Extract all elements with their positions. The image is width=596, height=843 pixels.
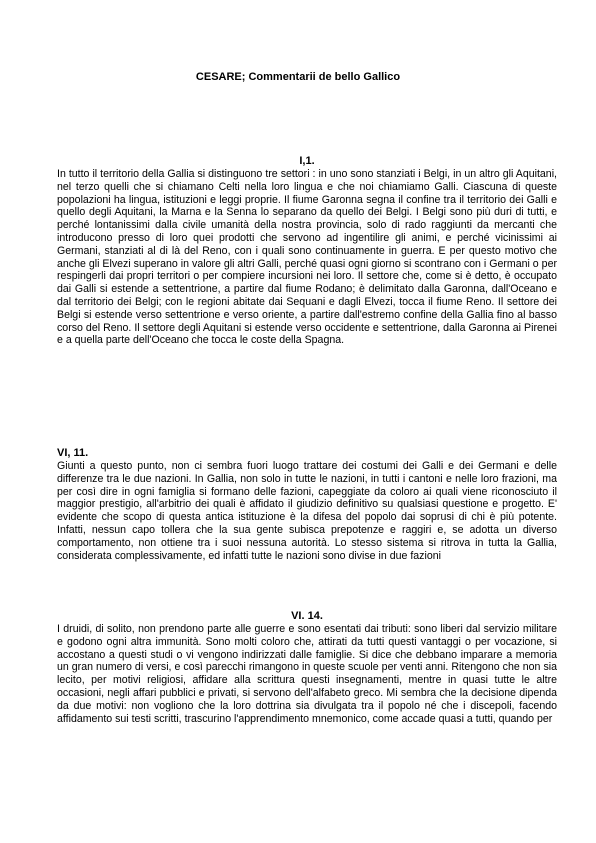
section-heading: I,1. <box>299 155 315 167</box>
section-vi-14 <box>57 609 557 725</box>
section-text: In tutto il territorio della Gallia si distinguono tre settori : in uno sono stanziati i Belgi, in un altro gli Aquitani, nel terzo quelli che si chiamano Celti nella loro lingua e che noi chiamiamo Galli. Ciascuna di queste popolazioni ha lingua, istituzioni e leggi proprie. Il fiume Garonna segna il confine tra il territorio dei Galli e quello degli Aquitani, la Marna e la Senna lo separano da quello dei Belgi. I Belgi sono più duri di tutti, e perché lontanissimi dalla civile umanità della nostra provincia, solo di rado raggiunti da mercanti che introducono presso di loro quei prodotti che servono ad ingentilire gli animi, e perché vicinissimi ai Germani, stanziati al di là del Reno, con i quali sono continuamente in guerra. E per questo motivo che anche gli Elvezi superano in valore gli altri Galli, perché quasi ogni giorno si scontrano con i Germani o per respingerli dai propri territori o per compiere incursioni nei loro. Il settore che, come si è detto, è occupato dai Galli si estende a settentrione, a partire dal fiume Rodano; è delimitato dalla Garonna, dall'Oceano e dal territorio dei Belgi; con le regioni abitate dai Sequani e dagli Elvezi, tocca il fiume Reno. Il settore dei Belgi si estende verso settentrione e verso oriente, a partire dall'estremo confine della Gallia fino al basso corso del Reno. Il settore degli Aquitani si estende verso occidente e settentrione, dalla Garonna ai Pirenei e a quella parte dell'Oceano che tocca le coste della Spagna. <box>57 168 557 347</box>
section-i-1 <box>57 154 557 347</box>
document-title: CESARE; Commentarii de bello Gallico <box>195 71 401 83</box>
section-heading: VI, 11. <box>57 447 89 459</box>
section-text: Giunti a questo punto, non ci sembra fuori luogo trattare dei costumi dei Galli e dei Germani e delle differenze tra le due nazioni. In Gallia, non solo in tutte le nazioni, in tutti i cantoni e nelle loro frazioni, ma per così dire in ogni famiglia si formano delle fazioni, capeggiate da coloro ai quali viene riconosciuto il maggior prestigio, all'arbitrio dei quali è affidato il giudizio definitivo su qualsiasi questione e progetto. E' evidente che scopo di questa antica istituzione è la difesa del popolo dai soprusi di chi è più potente. Infatti, nessun capo tollera che la sua gente subisca prepotenze e raggiri e, se adotta un diverso comportamento, non ottiene tra i suoi nessuna autorità. Lo stesso sistema si ritrova in tutta la Gallia, considerata complessivamente, ed infatti tutte le nazioni sono divise in due fazioni <box>57 460 557 562</box>
section-vi-11 <box>57 446 557 562</box>
section-heading: VI. 14. <box>291 610 323 622</box>
section-text: I druidi, di solito, non prendono parte alle guerre e sono esentati dai tributi: sono liberi dal servizio militare e godono ogni altra immunità. Sono molti coloro che, attirati da tutti questi vantaggi o per vocazione, si accostano a questi studi o vi vengono indirizzati dalle famiglie. Si dice che debbano imparare a memoria un gran numero di versi, e così parecchi rimangono in queste scuole per venti anni. Ritengono che non sia lecito, per motivi religiosi, affidare alla scrittura questi insegnamenti, mentre in quasi tutte le altre occasioni, negli affari pubblici e privati, si servono dell'alfabeto greco. Mi sembra che la decisione dipenda da due motivi: non vogliono che la loro dottrina sia divulgata tra il popolo né che i discepoli, facendo affidamento sui testi scritti, trascurino l'apprendimento mnemonico, come accade quasi a tutti, quando per <box>57 623 557 725</box>
